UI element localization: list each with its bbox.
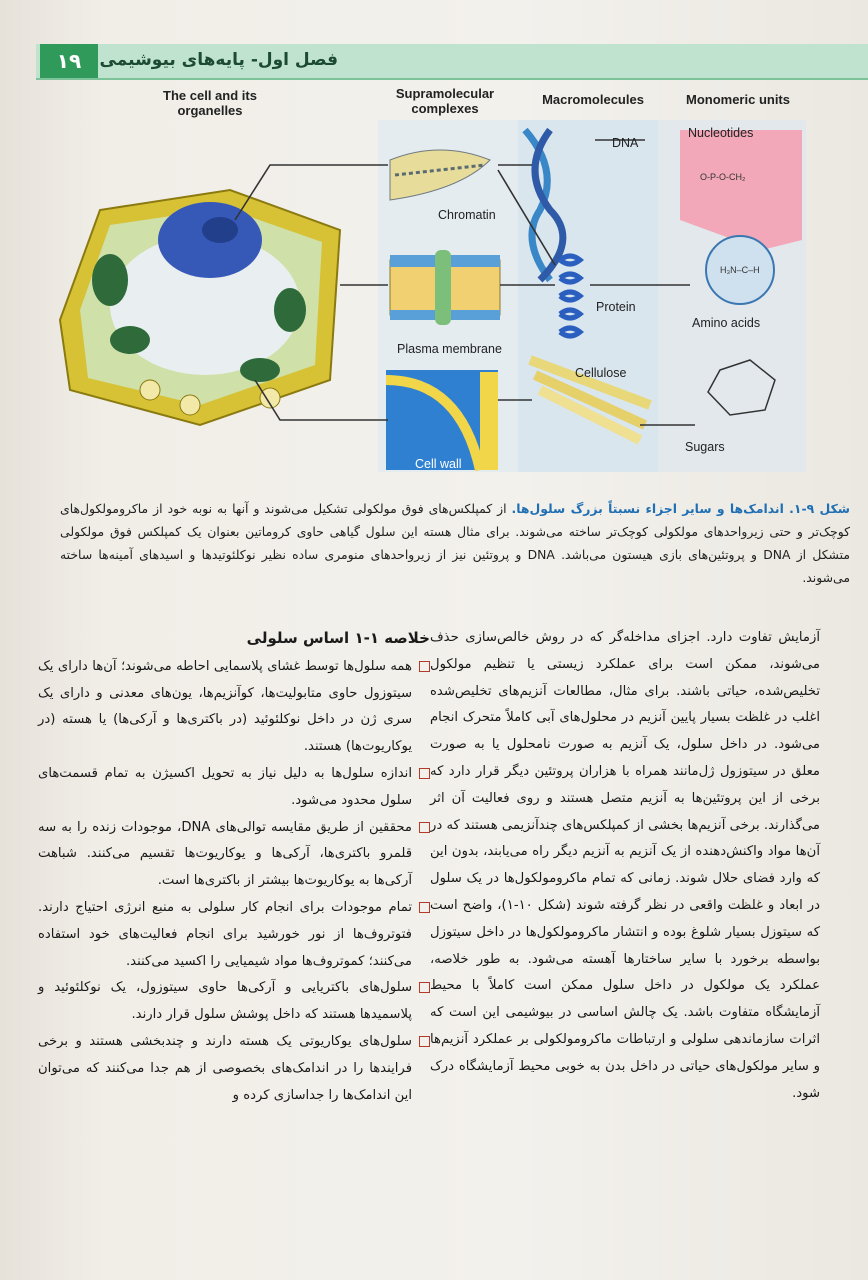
summary-title: خلاصه ۱-۱ اساس سلولی — [246, 629, 430, 647]
label-nucleotides: Nucleotides — [688, 126, 754, 140]
cell-hierarchy-figure — [40, 80, 860, 480]
nucleotide-formula: O-P-O-CH₂ — [700, 172, 746, 182]
checkbox-bullet-icon — [419, 661, 430, 672]
summary-bullet: سلول‌های باکتریایی و آرکی‌ها حاوی سیتوزول، یک نوکلئوئید و پلاسمیدها هستند که داخل پوشش سلول قرار دارند. — [38, 975, 430, 1029]
checkbox-bullet-icon — [419, 822, 430, 833]
header-monomeric-units: Monomeric units — [685, 92, 790, 107]
summary-box — [38, 625, 430, 1109]
cell-wall-illustration — [386, 370, 498, 470]
label-protein: Protein — [596, 300, 636, 314]
summary-bullet: محققین از طریق مقایسه توالی‌های DNA، موجودات زنده را به سه قلمرو باکتری‌ها، آرکی‌ها و یوکاریوت‌ها تقسیم می‌کنند. شباهت آرکی‌ها به یوکاریوت‌ها بیشتر از باکتری‌ها است. — [38, 815, 430, 895]
label-dna: DNA — [612, 136, 639, 150]
summary-bullet: اندازه سلول‌ها به دلیل نیاز به تحویل اکسیژن به تمام قسمت‌های سلول محدود می‌شود. — [38, 761, 430, 815]
label-amino-acids: Amino acids — [692, 316, 761, 330]
plasma-membrane-illustration — [390, 250, 500, 325]
label-plasma-membrane: Plasma membrane — [397, 342, 502, 356]
caption-title: شکل ۹-۱. اندامک‌ها و سایر اجزاء نسبتاً بزرگ سلول‌ها. — [511, 501, 850, 516]
checkbox-bullet-icon — [419, 982, 430, 993]
checkbox-bullet-icon — [419, 902, 430, 913]
figure-caption — [60, 497, 850, 589]
figure-illustration — [40, 80, 860, 480]
caption-text: از کمپلکس‌های فوق مولکولی تشکیل می‌شوند و آنها به نوبه خود از ماکرومولکول‌های کوچک‌تر و حتی زیرواحدهای مولکولی کوچک‌تر ساخته می‌شوند. برای مثال هسته این سلول گیاهی حاوی کروماتین بعنوان یک کمپلکس فوق مولکولی متشکل از DNA و پروتئین‌های بازی هیستون می‌باشد. DNA و پروتئین نیز از زیرواحدهای منومری ساده نظیر نوکلئوتیدها و اسیدهای آمینه‌ها ساخته می‌شوند. — [60, 501, 850, 585]
summary-bullet: همه سلول‌ها توسط غشای پلاسمایی احاطه می‌شوند؛ آن‌ها دارای یک سیتوزول حاوی متابولیت‌ها، کوآنزیم‌ها، یون‌های معدنی و دارای یک سری ژن در داخل نوکلئوئید (در باکتری‌ها و آرکی‌ها) یا هسته (در یوکاریوت‌ها) هستند. — [38, 654, 430, 761]
header-cell-organelles: The cell and its organelles — [163, 88, 257, 118]
checkbox-bullet-icon — [419, 1036, 430, 1047]
summary-bullet: سلول‌های یوکاریوتی یک هسته دارند و چندبخشی هستند و برخی فرایندها را در اندامک‌های بخصوصی از هم جدا می‌کنند که می‌توان این اندامک‌ها را جداسازی کرده و — [38, 1029, 430, 1109]
page-number: ۱۹ — [40, 44, 98, 78]
label-chromatin: Chromatin — [438, 208, 496, 222]
label-cell-wall: Cell wall — [415, 457, 462, 471]
header-macromolecules: Macromolecules — [542, 92, 644, 107]
checkbox-bullet-icon — [419, 768, 430, 779]
label-sugars: Sugars — [685, 440, 725, 454]
chapter-title: فصل اول- پایه‌های بیوشیمی — [99, 50, 338, 70]
body-paragraph: آزمایش تفاوت دارد. اجزای مداخله‌گر که در روش خالص‌سازی حذف می‌شوند، ممکن است برای عملکرد زیستی یا تنظیم مولکول تخلیص‌شده، حیاتی باشند. برای مثال، مطالعات آنزیم‌های تخلیص‌شده اغلب در غلظت بسیار پایین آنزیم در محلول‌های آبی کاملاً متحرک انجام می‌شود. در داخل سلول، یک آنزیم به صورت نامحلول یا به صورت معلق در سیتوزول ژل‌مانند همراه با هزاران پروتئین دیگر قرار دارد که برخی از این پروتئین‌ها به آنزیم متصل هستند و روی فعالیت آن اثر می‌گذارند. برخی آنزیم‌ها بخشی از کمپلکس‌های چندآنزیمی هستند که در آن‌ها مواد واکنش‌دهنده از یک آنزیم به آنزیم دیگر راه می‌یابند، بدون این که وارد فضای حلال شوند. زمانی که تمام ماکرومولکول‌ها در یک سلول در ابعاد و غلظت واقعی در نظر گرفته شوند (شکل ۱۰-۱)، واضح است که سیتوزل بسیار شلوغ بوده و انتشار ماکرومولکول‌ها در داخل سیتوزل بواسطه برخورد با سایر ساختارها آهسته می‌شود. به طور خلاصه، عملکرد یک مولکول در داخل سلول ممکن است کاملاً با محیط آزمایشگاه متفاوت باشد. یک چالش اساسی در بیوشیمی این است که اثرات سازماندهی سلولی و ارتباطات ماکرومولکولی بر عملکرد آنزیم‌ها و سایر مولکول‌های حیاتی در داخل بدن به خوبی محیط آزمایشگاه درک شود. — [430, 630, 820, 1101]
label-cellulose: Cellulose — [575, 366, 627, 380]
plant-cell-illustration — [60, 190, 340, 425]
body-text-column — [430, 625, 820, 1107]
header-supramolecular: Supramolecular complexes — [395, 86, 495, 116]
amino-acid-formula: H₃N–C–H — [720, 265, 760, 275]
summary-bullet: تمام موجودات برای انجام کار سلولی به منبع انرژی احتیاج دارند. فتوتروف‌ها از نور خورشید برای انجام فعالیت‌های خود استفاده می‌کنند؛ کموتروف‌ها مواد شیمیایی را اکسید می‌کنند. — [38, 895, 430, 975]
